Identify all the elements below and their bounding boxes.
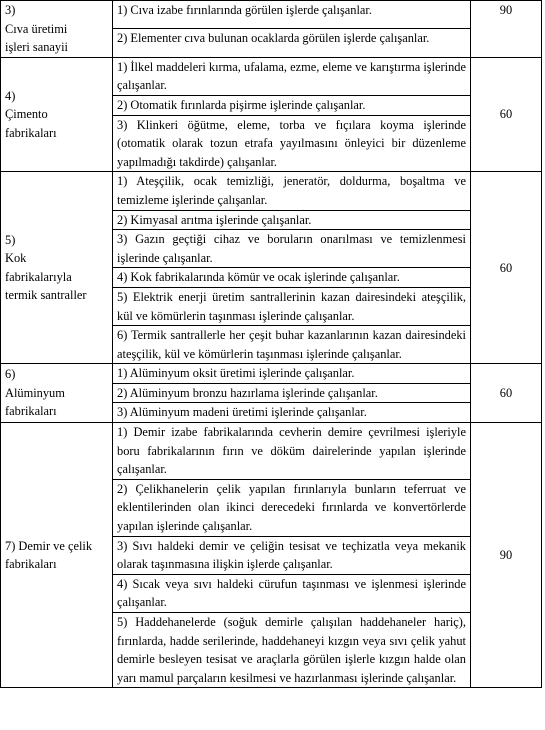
item-cell: 2) Otomatik fırınlarda pişirme işlerinde çalışanlar. [113, 95, 471, 115]
table-row [1, 57, 542, 95]
item-cell: 1) Cıva izabe fırınlarında görülen işlerde çalışanlar. [113, 1, 471, 29]
category-cell: 5) Kok fabrikalarıyla termik santraller [1, 172, 113, 364]
value-cell: 60 [471, 57, 542, 172]
value-cell: 60 [471, 172, 542, 364]
item-cell: 2) Alüminyum bronzu hazırlama işlerinde çalışanlar. [113, 383, 471, 403]
table-row [1, 364, 542, 384]
value-cell: 90 [471, 423, 542, 688]
category-cell: 7) Demir ve çelik fabrikaları [1, 423, 113, 688]
item-cell: 4) Kok fabrikalarında kömür ve ocak işlerinde çalışanlar. [113, 268, 471, 288]
item-cell: 5) Haddehanelerde (soğuk demirle çalışılan haddehaneler hariç), fırınlarda, hadde serilerinde, haddehaneyi kızgın veya sıvı çelik yahut demirle besleyen tesisat ve araçlarla görülen işlerle kızgın halde olan yarı mamul parçaların kesilmesi ve hazırlanması işlerinde çalışanlar. [113, 613, 471, 688]
item-cell: 6) Termik santrallerle her çeşit buhar kazanlarının kazan dairesindeki ateşçilik, kül ve kömürlerin taşınması işlerinde çalışanlar. [113, 326, 471, 364]
value-cell: 60 [471, 364, 542, 423]
item-cell: 3) Klinkeri öğütme, eleme, torba ve fıçılara koyma işlerinde (otomatik olarak tozun etrafa yayılmasını önleyici bir düzenleme yapılmadığı takdirde) çalışanlar. [113, 115, 471, 172]
item-cell: 5) Elektrik enerji üretim santrallerinin kazan dairesindeki ateşçilik, kül ve kömürlerin taşınması işlerinde çalışanlar. [113, 287, 471, 325]
item-cell: 3) Gazın geçtiği cihaz ve boruların onarılması ve temizlenmesi işlerinde çalışanlar. [113, 230, 471, 268]
category-cell: 6) Alüminyum fabrikaları [1, 364, 113, 423]
category-cell: 4) Çimento fabrikaları [1, 57, 113, 172]
item-cell: 1) İlkel maddeleri kırma, ufalama, ezme, eleme ve karıştırma işlerinde çalışanlar. [113, 57, 471, 95]
value-cell: 90 [471, 1, 542, 58]
item-cell: 1) Alüminyum oksit üretimi işlerinde çalışanlar. [113, 364, 471, 384]
item-cell: 2) Çelikhanelerin çelik yapılan fırınlarıyla bunların teferruat ve eklentilerinden olan ikinci derecedeki fırınlarda ve konvertörlerde yapılan işlerinde çalışanlar. [113, 479, 471, 536]
item-cell: 1) Demir izabe fabrikalarında cevherin demire çevrilmesi işleriyle boru fabrikalarının fırın ve döküm dairelerinde yapılan işlerinde çalışanlar. [113, 423, 471, 480]
item-cell: 4) Sıcak veya sıvı haldeki cürufun taşınması ve işlenmesi işlerinde çalışanlar. [113, 574, 471, 612]
table-row [1, 1, 542, 29]
table-row [1, 423, 542, 480]
item-cell: 3) Alüminyum madeni üretimi işlerinde çalışanlar. [113, 403, 471, 423]
item-cell: 2) Elementer cıva bulunan ocaklarda görülen işlerde çalışanlar. [113, 29, 471, 57]
item-cell: 3) Sıvı haldeki demir ve çeliğin tesisat ve teçhizatla veya mekanik olarak taşınmasına ilişkin işlerde çalışanlar. [113, 536, 471, 574]
category-cell: 3) Cıva üretimi işleri sanayii [1, 1, 113, 58]
item-cell: 2) Kimyasal arıtma işlerinde çalışanlar. [113, 210, 471, 230]
item-cell: 1) Ateşçilik, ocak temizliği, jeneratör, doldurma, boşaltma ve temizleme işlerinde çalışanlar. [113, 172, 471, 210]
table-row [1, 172, 542, 210]
